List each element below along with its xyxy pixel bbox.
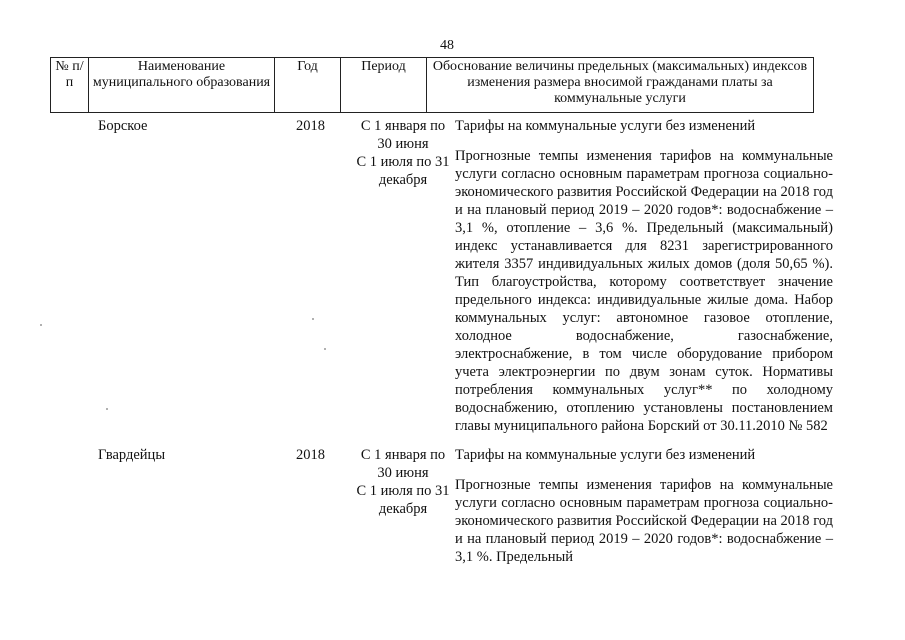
header-period: Период [341, 58, 427, 113]
year-value: 2018 [296, 118, 325, 134]
scan-speck [312, 318, 314, 320]
period-first-half: С 1 января по 30 июня [360, 118, 446, 152]
header-basis: Обоснование величины предельных (максимальных) индексов изменения размера вносимой гражданами платы за коммунальные услуги [427, 58, 814, 113]
scan-speck [324, 348, 326, 350]
municipality-name: Борское [98, 118, 148, 134]
header-year: Год [275, 58, 341, 113]
basis-cell [455, 446, 833, 566]
tariff-no-change-text: Тарифы на коммунальные услуги без изменений [455, 118, 756, 134]
period-first-half: С 1 января по 30 июня [360, 447, 446, 481]
header-number: № п/п [51, 58, 89, 113]
scan-speck [106, 408, 108, 410]
period-second-half: С 1 июля по 31 декабря [356, 154, 450, 188]
table-header [50, 57, 814, 113]
period-cell [356, 117, 450, 189]
year-value: 2018 [296, 447, 325, 463]
forecast-text: Прогнозные темпы изменения тарифов на коммунальные услуги согласно основным параметрам прогноза социально-экономического развития Российской Федерации на 2018 год и на плановый период 2019 – 2020 годов*: водоснабжение – 3,1 %, отопление – 3,6 %. Предельный (максимальный) индекс устанавливается для 8231 зарегистрированного жителя 3357 индивидуальных жилых домов (доля 50,65 %). Тип благоустройства, которому соответствует значение предельного индекса: индивидуальные жилые дома. Набор коммунальных услуг: автономное газовое отопление, холодное водоснабжение, газоснабжение, электроснабжение, в том числе оборудование прибором учета электроэнергии по двум зонам суток. Нормативы потребления коммунальных услуг** по холодному водоснабжению, отоплению установлены постановлением главы муниципального района Борский от 30.11.2010 № 582 [455, 148, 833, 434]
scan-speck [40, 324, 42, 326]
municipality-name: Гвардейцы [98, 447, 166, 463]
forecast-text: Прогнозные темпы изменения тарифов на коммунальные услуги согласно основным параметрам прогноза социально-экономического развития Российской Федерации на 2018 год и на плановый период 2019 – 2020 годов*: водоснабжение – 3,1 %. Предельный [455, 477, 833, 565]
period-second-half: С 1 июля по 31 декабря [356, 483, 450, 517]
page-number: 48 [440, 38, 454, 53]
period-cell [356, 446, 450, 518]
tariff-no-change-text: Тарифы на коммунальные услуги без изменений [455, 447, 756, 463]
basis-cell [455, 117, 833, 435]
header-municipality: Наименование муниципального образования [89, 58, 275, 113]
